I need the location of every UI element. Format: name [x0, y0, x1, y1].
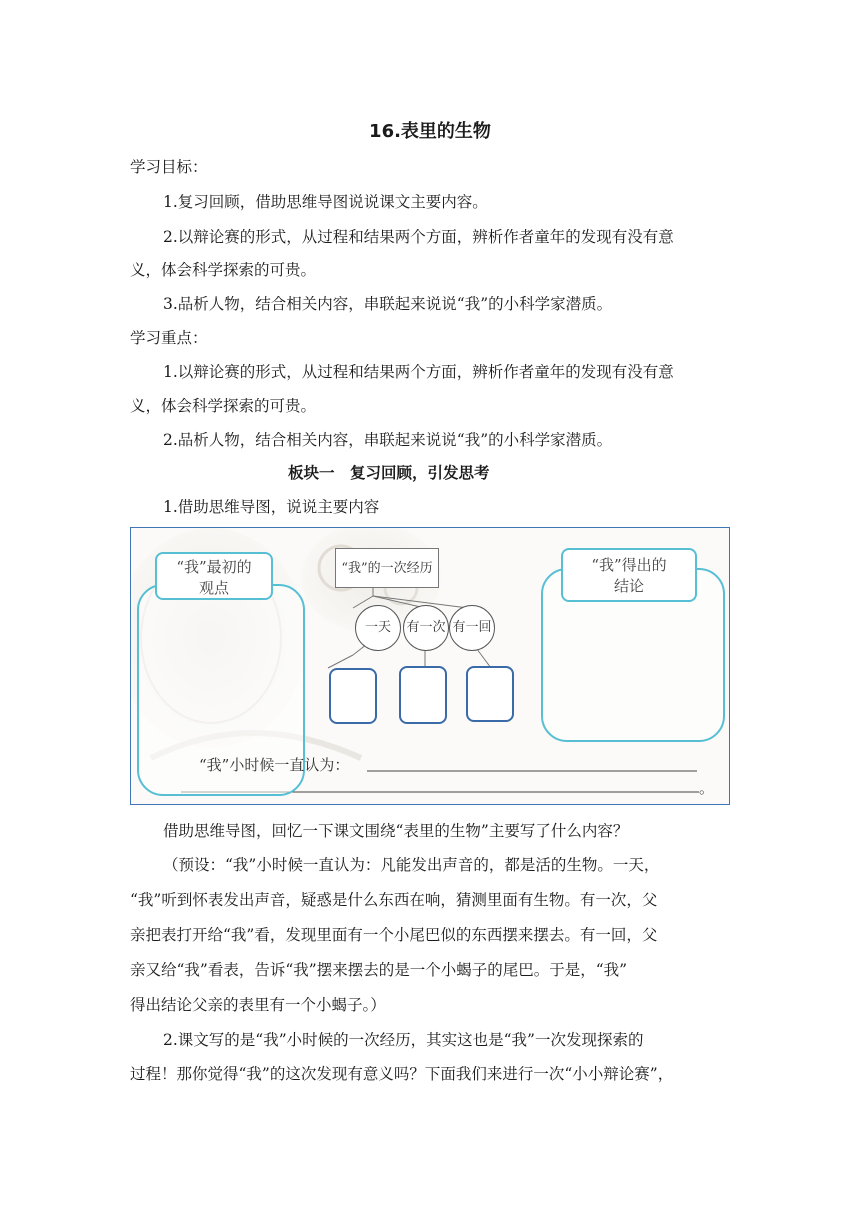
preset-line-5: 得出结论父亲的表里有一个小蝎子。）: [130, 996, 386, 1014]
key-point-item-2: 2.品析人物，结合相关内容，串联起来说说“我”的小科学家潜质。: [163, 431, 613, 449]
section-heading: 板块一 复习回顾，引发思考: [288, 464, 490, 482]
step2-line-2: 过程！那你觉得“我”的这次发现有意义吗？下面我们来进行一次“小小辩论赛”，: [130, 1065, 674, 1083]
initial-view-label-line1: “我”最初的: [176, 558, 252, 576]
event-circle-once: 有一次: [403, 605, 449, 651]
objective-item-1: 1.复习回顾，借助思维导图说说课文主要内容。: [163, 193, 488, 211]
initial-view-label: [155, 552, 273, 600]
objective-item-2: 2.以辩论赛的形式，从过程和结果两个方面，辨析作者童年的发现有没有意: [163, 228, 674, 246]
initial-view-label-line2: 观点: [198, 579, 229, 597]
preset-line-1: （预设：“我”小时候一直认为：凡能发出声音的，都是活的生物。一天，: [163, 856, 660, 874]
preset-line-4: 亲又给“我”看表，告诉“我”摆来摆去的是一个小蝎子的尾巴。于是，“我”: [130, 961, 628, 979]
conclusion-label-line2: 结论: [613, 577, 644, 595]
objectives-heading: 学习目标：: [130, 158, 208, 176]
key-point-item-1-cont: 义，体会科学探索的可贵。: [130, 397, 317, 415]
preset-line-3: 亲把表打开给“我”看，发现里面有一个小尾巴似的东西摆来摆去。有一回，父: [130, 926, 658, 944]
question-text: 借助思维导图，回忆一下课文围绕“表里的生物”主要写了什么内容？: [163, 822, 629, 840]
fill-in-prompt: “我”小时候一直认为：: [199, 756, 350, 774]
event-answer-box-1: [329, 668, 377, 724]
conclusion-label: [561, 548, 697, 602]
experience-label: “我”的一次经历: [335, 548, 439, 588]
conclusion-label-line1: “我”得出的: [591, 556, 667, 574]
event-answer-box-2: [399, 666, 447, 724]
page-title: 16.表里的生物: [369, 121, 491, 142]
step2-line-1: 2.课文写的是“我”小时候的一次经历，其实这也是“我”一次发现探索的: [163, 1031, 644, 1049]
event-circle-day: 一天: [355, 605, 401, 651]
mind-map-diagram: [130, 527, 730, 805]
preset-line-2: “我”听到怀表发出声音，疑惑是什么东西在响，猜测里面有生物。有一次，父: [130, 891, 658, 909]
step1-text: 1.借助思维导图，说说主要内容: [163, 498, 380, 516]
key-point-item-1: 1.以辩论赛的形式，从过程和结果两个方面，辨析作者童年的发现有没有意: [163, 363, 674, 381]
objective-item-2-cont: 义，体会科学探索的可贵。: [130, 261, 317, 279]
fill-in-end: 。: [699, 779, 715, 797]
key-points-heading: 学习重点：: [130, 329, 208, 347]
event-circle-another: 有一回: [449, 605, 495, 651]
event-answer-box-3: [466, 666, 514, 722]
objective-item-3: 3.品析人物，结合相关内容，串联起来说说“我”的小科学家潜质。: [163, 295, 613, 313]
